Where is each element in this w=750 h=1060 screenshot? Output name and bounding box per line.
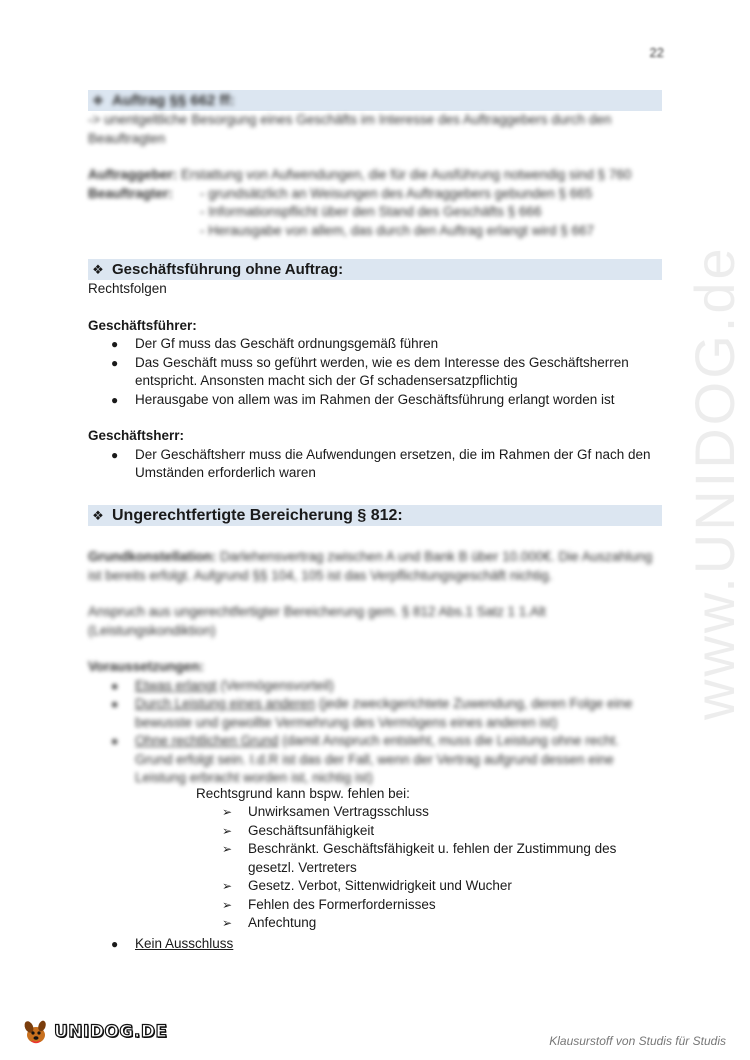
- section-body: [88, 111, 662, 240]
- list-item: ● Kein Ausschluss: [88, 935, 662, 954]
- bullet-icon: ●: [111, 936, 119, 951]
- auftraggeber-text: Erstattung von Aufwendungen, die für die Ausführung notwendig sind § 760: [177, 167, 632, 182]
- beauftragter-item: - grundsätzlich an Weisungen des Auftraggebers gebunden § 665: [200, 185, 593, 201]
- beauftragter-item: - Informationspflicht über den Stand des Geschäfts § 666: [200, 204, 542, 219]
- vor-list: [88, 677, 662, 788]
- brand-name: UNIDOG.DE: [54, 1021, 168, 1042]
- final-list: [88, 935, 662, 954]
- text-line: ist bereits erfolgt. Aufgrund §§ 104, 105 ist das Verpflichtungsgeschäft nichtig.: [88, 567, 553, 583]
- arrow-bullet-icon: ➢: [222, 823, 233, 838]
- list-item: ● Der Gf muss das Geschäft ordnungsgemäß führen: [88, 335, 662, 354]
- text-line: (Leistungskondiktion): [88, 622, 216, 638]
- section-heading: [88, 505, 662, 526]
- gh-label: Geschäftsherr:: [88, 428, 185, 443]
- section-subtitle: Rechtsfolgen: [88, 281, 167, 296]
- section-title: Ungerechtfertigte Bereicherung § 812:: [112, 507, 403, 524]
- list-item: ➢ Unwirksamen Vertragsschluss: [222, 803, 662, 822]
- rg-intro: Rechtsgrund kann bspw. fehlen bei:: [196, 785, 410, 801]
- list-item: ● Herausgabe von allem was im Rahmen der Geschäftsführung erlangt worden ist: [88, 391, 662, 410]
- list-item: ➢ Geschäftsunfähigkeit: [222, 822, 662, 841]
- auftraggeber-label: Auftraggeber:: [88, 167, 178, 182]
- section-heading: [88, 90, 662, 111]
- gh-list: [88, 446, 662, 483]
- bullet-icon: ●: [111, 337, 119, 351]
- gf-label: Geschäftsführer:: [88, 317, 197, 333]
- arrow-bullet-icon: ➢: [222, 879, 233, 893]
- rg-list: [88, 803, 662, 933]
- list-item: ➢ Anfechtung: [222, 914, 662, 933]
- text-line: Anspruch aus ungerechtfertigter Bereicherung gem. § 812 Abs.1 Satz 1 1.Alt: [88, 604, 546, 619]
- page-number: 22: [649, 45, 664, 60]
- gf-list: [88, 335, 662, 409]
- section-auftrag: [88, 90, 662, 240]
- arrow-bullet-icon: ➢: [222, 805, 233, 819]
- watermark: www.UNIDOG.de: [683, 245, 746, 720]
- beauftragter-item: - Herausgabe von allem, das durch den Auftrag erlangt wird § 667: [200, 222, 594, 238]
- beauftragter-label: Beauftragter:: [88, 185, 173, 201]
- list-item: ● Das Geschäft muss so geführt werden, wie es dem Interesse des Geschäftsherren entspricht. Ansonsten macht sich der Gf schadensersatzpflichtig: [111, 354, 629, 388]
- diamond-bullet-icon: ❖: [92, 93, 104, 108]
- diamond-bullet-icon: ❖: [92, 508, 104, 523]
- bullet-icon: ●: [111, 734, 119, 748]
- bullet-icon: ●: [111, 678, 119, 693]
- list-item: ➢ Fehlen des Formerfordernisses: [222, 896, 662, 915]
- footer-tagline: Klausurstoff von Studis für Studis: [549, 1034, 726, 1048]
- bullet-icon: ●: [111, 355, 119, 370]
- grund-line: Grundkonstellation: Darlehensvertrag zwischen A und Bank B über 10.000€. Die Auszahlung: [88, 549, 653, 564]
- auftraggeber-line: [88, 166, 662, 185]
- list-item: ➢ Beschränkt. Geschäftsfähigkeit u. fehlen der Zustimmung des gesetzl. Vertreters: [222, 841, 617, 875]
- bullet-icon: ●: [111, 392, 119, 407]
- bullet-icon: ●: [111, 447, 119, 462]
- section-heading: [88, 259, 662, 280]
- blurred-content: [88, 548, 662, 788]
- text-line: -> unentgeltliche Besorgung eines Geschäfts im Interesse des Auftraggebers durch den: [88, 112, 612, 127]
- section-goa: [88, 259, 662, 483]
- diamond-bullet-icon: ❖: [92, 262, 104, 277]
- list-item: ● Durch Leistung eines anderen (jede zweckgerichtete Zuwendung, deren Folge eine bewusste und gewollte Vermehrung des Vermögens eines anderen ist): [111, 696, 633, 730]
- dog-mascot-icon: [22, 1018, 50, 1046]
- section-bereicherung: [88, 505, 662, 953]
- section-title: Geschäftsführung ohne Auftrag:: [112, 261, 344, 278]
- arrow-bullet-icon: ➢: [222, 897, 233, 912]
- arrow-bullet-icon: ➢: [222, 916, 233, 930]
- list-item: ● Der Geschäftsherr muss die Aufwendungen ersetzen, die im Rahmen der Gf nach den Umständen erforderlich waren: [111, 446, 651, 480]
- arrow-bullet-icon: ➢: [222, 842, 233, 856]
- list-item: ● Ohne rechtlichen Grund (damit Anspruch entsteht, muss die Leistung ohne recht. Grund erfolgt sein. I.d.R ist das der Fall, wenn der Vertrag aufgrund dessen eine Leistung erbracht worden ist, nichtig ist): [111, 733, 620, 785]
- text-line: Beauftragten: [88, 130, 166, 146]
- vor-label: Voraussetzungen:: [88, 659, 205, 674]
- bullet-icon: ●: [111, 697, 119, 711]
- list-item: ➢ Gesetz. Verbot, Sittenwidrigkeit und Wucher: [222, 877, 662, 896]
- list-item: ● Etwas erlangt (Vermögensvorteil): [88, 677, 662, 696]
- beauftragter-line: [88, 185, 662, 204]
- footer-logo: [22, 1018, 168, 1046]
- section-title: Auftrag §§ 662 ff:: [112, 92, 235, 109]
